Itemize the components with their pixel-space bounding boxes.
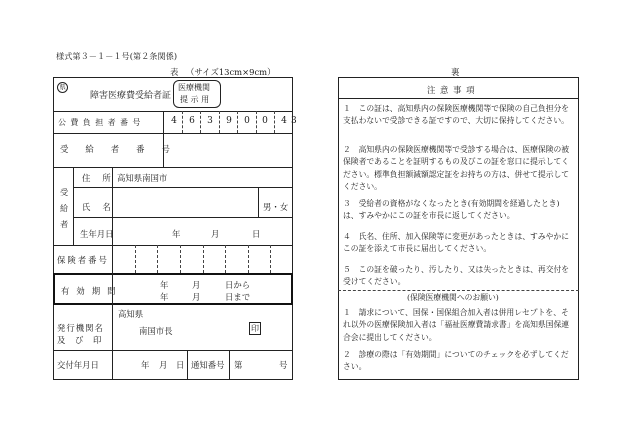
front-side-label: 表: [170, 67, 179, 77]
issuer-mayor: 南国市長: [139, 326, 173, 336]
valid-month-2: 月: [192, 292, 201, 302]
issue-year: 年: [141, 360, 150, 370]
size-note: （サイズ13cm×9cm）: [186, 67, 276, 77]
birth-month: 月: [211, 229, 220, 239]
notice-dai: 第: [234, 360, 243, 370]
stamp-line-1: 医療機関: [178, 83, 210, 92]
issue-date-label: 交付年月日: [57, 360, 99, 370]
note-item: １ この証は、高知県内の保険医療機関等で保険の自己負担分を支払わないで受診できる証ですので、大切に保持してください。: [343, 104, 570, 126]
issuer-label-line-2: 及び印: [57, 335, 111, 345]
insurer-number-label: 保険者番号: [57, 255, 109, 265]
issuer-prefecture: 高知県: [118, 309, 144, 319]
form-number: 様式第３－１－１号(第２条関係): [56, 51, 178, 61]
payer-digit: 9: [226, 116, 232, 126]
payer-digit: 4: [281, 116, 287, 126]
payer-digit: 3: [207, 116, 213, 126]
payer-digit: 4: [171, 116, 177, 126]
request-item: １ 請求について、国保・国保組合加入者は併用レセプトを、それ以外の医療保険加入者は「福祉医療費請求書」を高知県国保連合会に提出してください。: [343, 308, 570, 342]
valid-day-2: 日まで: [225, 292, 251, 302]
note-item: ３ 受給者の資格がなくなったとき(有効期間を経過したとき)は、すみやかにこの証を市長に返してください。: [343, 199, 560, 221]
issuer-seal: [249, 322, 261, 335]
birth-day: 日: [252, 229, 261, 239]
payer-digit: 0: [262, 116, 268, 126]
card-title: 障害医療費受給者証: [90, 91, 172, 101]
issue-month: 月: [159, 360, 168, 370]
birthdate-label: 生年月日: [80, 229, 114, 239]
address-value: 高知県南国市: [117, 173, 168, 183]
payer-number-label: 公費負担者番号: [58, 118, 145, 127]
note-item: ２ 高知県内の保険医療機関等で受診する場合は、医療保険の被保険者であることを証明するもの及びこの証を窓口に提示してください。標準負担額減額認定証をお持ちの方は、併せて提示してください。: [343, 145, 570, 192]
payer-digit: 6: [189, 116, 195, 126]
request-item: ２ 診療の際は「有効期間」についてのチェックを必ずしてください。: [343, 350, 569, 372]
issuer-label-line-1: 発行機関名: [57, 323, 104, 333]
notice-number-label: 通知番号: [191, 360, 225, 370]
valid-month-1: 月: [192, 280, 201, 290]
request-divider: [338, 290, 579, 291]
request-title: (保険医療機関へのお願い): [407, 293, 499, 302]
name-label: 氏名: [82, 202, 123, 212]
notes-title: 注 意 事 項: [427, 85, 476, 95]
valid-year-1: 年: [160, 280, 169, 290]
valid-day-1: 日から: [225, 280, 251, 290]
note-item: ４ 氏名、住所、加入保険等に変更があったときは、すみやかにこの証を添えて市長に届出してください。: [343, 232, 570, 254]
issue-day: 日: [176, 360, 185, 370]
note-item: ５ この証を破ったり、汚したり、又は失ったときは、再交付を受けてください。: [343, 265, 570, 287]
stamp-line-2: 提 示 用: [180, 95, 210, 104]
beneficiary-label: 受給者: [60, 187, 69, 229]
issuer-seal-char: 印: [251, 324, 259, 333]
prefecture-seal: [57, 82, 68, 93]
validity-label: 有効期間: [61, 286, 123, 296]
birth-year: 年: [172, 229, 181, 239]
prefecture-seal-char: 県: [59, 83, 66, 91]
recipient-number-label: 受給者番号: [60, 144, 187, 154]
payer-digit: 0: [244, 116, 250, 126]
notice-go: 号: [279, 360, 288, 370]
address-label: 住所: [82, 173, 123, 183]
valid-year-2: 年: [160, 292, 169, 302]
sex-value: 男・女: [263, 202, 289, 212]
back-side-label: 裏: [451, 67, 460, 77]
